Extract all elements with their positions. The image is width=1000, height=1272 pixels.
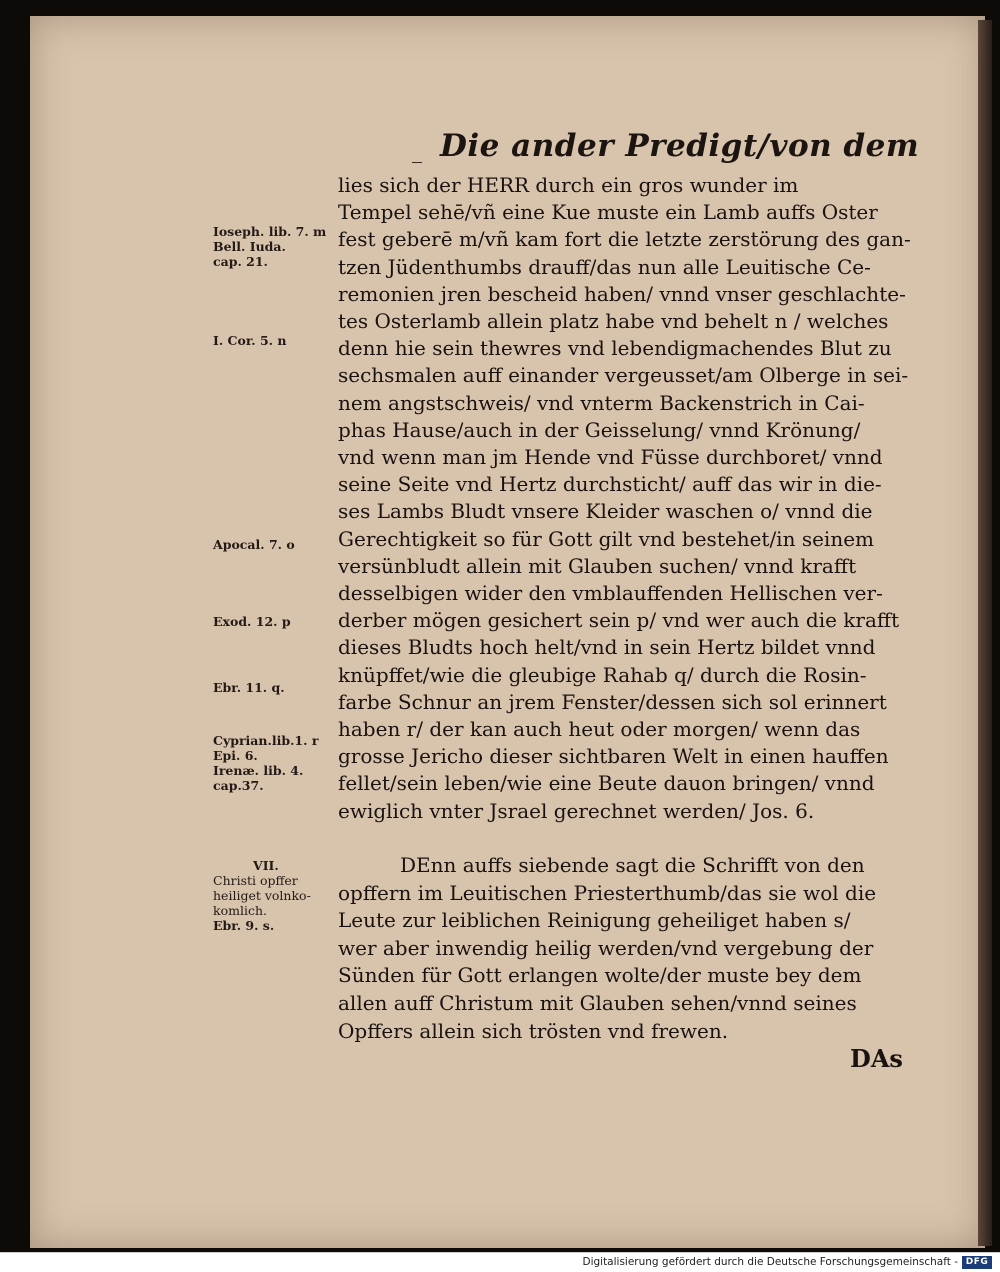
catchword: DAs (850, 1044, 903, 1073)
text-line: DEnn auffs siebende sagt die Schrifft von den (400, 853, 865, 877)
margin-note-line: Exod. 12. p (213, 614, 291, 629)
margin-note-line: Bell. Iuda. (213, 239, 286, 254)
margin-note-line: heiliget volnko- (213, 888, 311, 903)
text-line: dieses Bludts hoch helt/vnd in sein Hertz bildet vnnd (338, 635, 876, 660)
text-line: allen auff Christum mit Glauben sehen/vnnd seines (338, 990, 857, 1015)
text-line: fellet/sein leben/wie eine Beute dauon bringen/ vnnd (338, 771, 875, 796)
dfg-logo[interactable]: DFG (962, 1256, 992, 1269)
text-line: desselbigen wider den vmblauffenden Hellischen ver- (338, 581, 883, 606)
text-line: wer aber inwendig heilig werden/vnd vergebung der (338, 935, 874, 960)
text-line: Sünden für Gott erlangen wolte/der muste bey dem (338, 963, 862, 988)
text-line: tes Osterlamb allein platz habe vnd behelt n / welches (338, 309, 889, 334)
margin-note-josephus (213, 224, 333, 269)
text-line: haben r/ der kan auch heut oder morgen/ wenn das (338, 717, 861, 742)
second-paragraph (338, 852, 913, 1045)
text-line: Opffers allein sich trösten vnd frewen. (338, 1018, 729, 1043)
text-line: Leute zur leiblichen Reinigung geheiliget haben s/ (338, 908, 851, 933)
text-line: ewiglich vnter Jsrael gerechnet werden/ Jos. 6. (338, 798, 815, 823)
margin-note-exod (213, 614, 333, 629)
margin-note-apocal (213, 537, 333, 552)
footer-text: Digitalisierung gefördert durch die Deutsche Forschungsgemeinschaft - (582, 1256, 958, 1268)
text-line: remonien jren bescheid haben/ vnnd vnser geschlachte- (338, 281, 906, 306)
margin-note-cyprian (213, 733, 333, 793)
text-line: ses Lambs Bludt vnsere Kleider waschen o/ vnnd die (338, 499, 873, 524)
text-line: fest geberē m/vñ kam fort die letzte zerstörung des gan- (338, 227, 911, 252)
margin-note-cor (213, 333, 333, 348)
text-line: tzen Jüdenthumbs drauff/das nun alle Leuitische Ce- (338, 254, 871, 279)
page-edge (978, 20, 992, 1246)
digitization-footer (0, 1252, 1000, 1272)
main-text (338, 172, 913, 825)
margin-note-line: cap. 21. (213, 254, 268, 269)
margin-note-line: Irenæ. lib. 4. (213, 763, 304, 778)
head-rule (412, 162, 422, 163)
margin-note-line: Christi opffer (213, 873, 298, 888)
text-line: seine Seite vnd Hertz durchsticht/ auff das wir in die- (338, 472, 882, 497)
text-line: phas Hause/auch in der Geisselung/ vnnd Krönung/ (338, 417, 861, 442)
text-line: lies sich der HERR durch ein gros wunder im (338, 173, 799, 197)
margin-note-line: Apocal. 7. o (213, 537, 295, 552)
text-line: sechsmalen auff einander vergeusset/am Olberge in sei- (338, 363, 909, 388)
margin-note-line: Epi. 6. (213, 748, 258, 763)
margin-note-line: Ebr. 11. q. (213, 680, 285, 695)
margin-note-line: komlich. (213, 903, 267, 918)
margin-note-ebr11 (213, 680, 333, 695)
margin-note-line: Cyprian.lib.1. r (213, 733, 319, 748)
text-line: Gerechtigkeit so für Gott gilt vnd bestehet/in seinem (338, 526, 874, 551)
margin-note-line: I. Cor. 5. n (213, 333, 287, 348)
text-line: knüpffet/wie die gleubige Rahab q/ durch die Rosin- (338, 662, 867, 687)
text-line: Tempel sehē/vñ eine Kue muste ein Lamb auffs Oster (338, 200, 878, 225)
margin-note-vii (213, 858, 333, 933)
text-line: farbe Schnur an jrem Fenster/dessen sich sol erinnert (338, 689, 887, 714)
margin-note-line: Ioseph. lib. 7. m (213, 224, 327, 239)
text-line: nem angstschweis/ vnd vnterm Backenstrich in Cai- (338, 390, 865, 415)
text-line: opffern im Leuitischen Priesterthumb/das sie wol die (338, 880, 877, 905)
running-head: Die ander Predigt/von dem (440, 128, 920, 164)
margin-note-line: VII. (253, 858, 279, 873)
text-line: denn hie sein thewres vnd lebendigmachendes Blut zu (338, 336, 892, 361)
text-line: vnd wenn man jm Hende vnd Füsse durchboret/ vnnd (338, 445, 883, 470)
text-line: grosse Jericho dieser sichtbaren Welt in einen hauffen (338, 744, 889, 769)
margin-note-line: Ebr. 9. s. (213, 918, 275, 933)
margin-note-line: cap.37. (213, 778, 264, 793)
text-line: derber mögen gesichert sein p/ vnd wer auch die krafft (338, 608, 900, 633)
text-line: versünbludt allein mit Glauben suchen/ vnnd krafft (338, 553, 857, 578)
